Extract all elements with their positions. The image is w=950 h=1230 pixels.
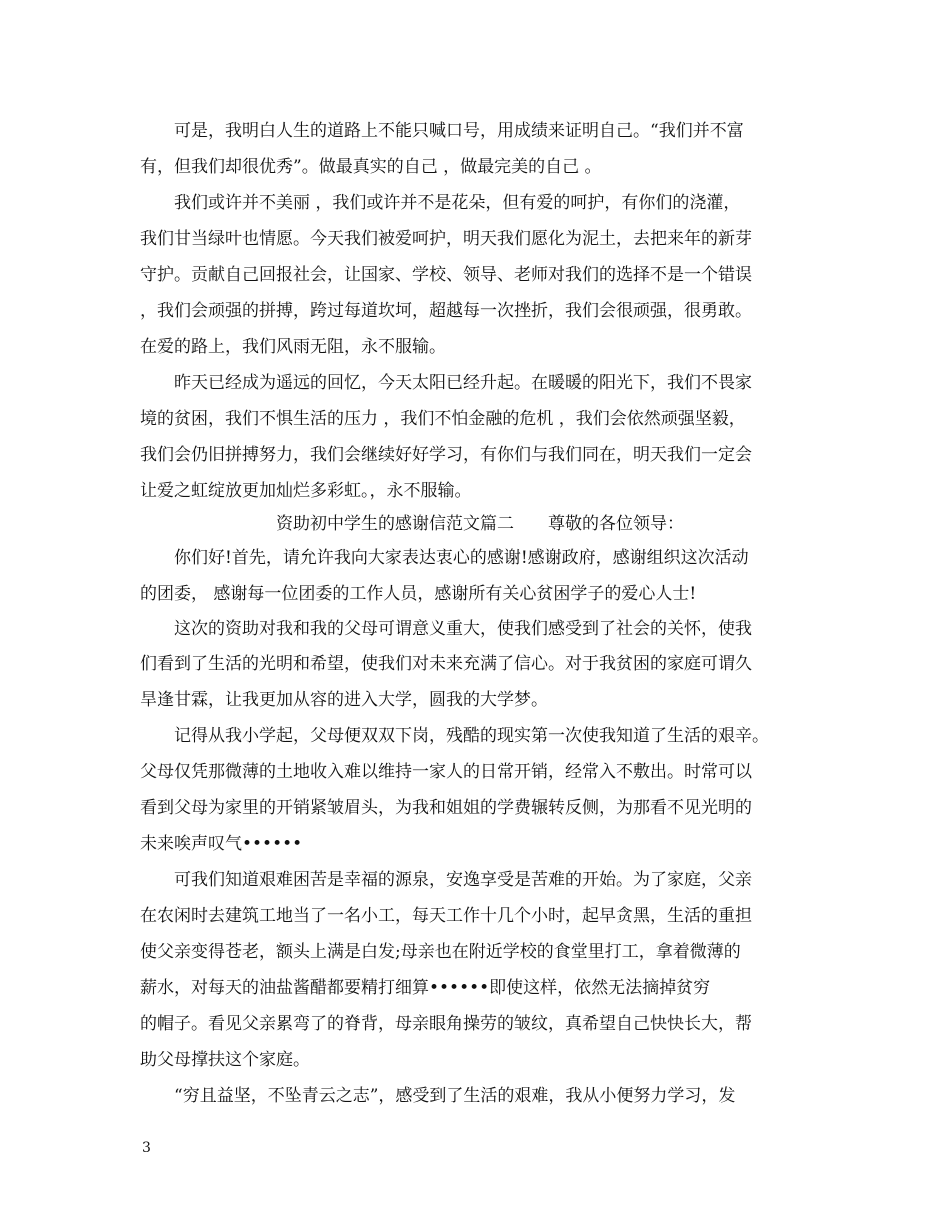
text-line: 在爱的路上，我们风雨无阻，永不服输。	[140, 337, 446, 357]
text-line: 昨天已经成为遥远的回忆，今天太阳已经升起。在暖暖的阳光下，我们不畏家	[140, 373, 752, 393]
text-line: 可是，我明白人生的道路上不能只喊口号，用成绩来证明自己。“我们并不富	[140, 121, 744, 141]
text-line: 未来唉声叹气••••••	[140, 834, 303, 854]
text-line: 记得从我小学起，父母便双双下岗，残酷的现实第一次使我知道了生活的艰辛。	[140, 726, 769, 746]
text-line: 助父母撑扶这个家庭。	[140, 1050, 310, 1070]
section-heading: 资助初中学生的感谢信范文篇二 尊敬的各位领导：	[140, 514, 684, 534]
text-line: 这次的资助对我和我的父母可谓意义重大，使我们感受到了社会的关怀，使我	[140, 619, 752, 639]
text-line: 我们或许并不美丽 ，我们或许并不是花朵，但有爱的呵护，有你们的浇灌，	[140, 193, 741, 213]
text-line: 父母仅凭那微薄的土地收入难以维持一家人的日常开销，经常入不敷出。时常可以	[140, 762, 752, 782]
text-line: 我们甘当绿叶也情愿。今天我们被爱呵护，明天我们愿化为泥土，去把来年的新芽	[140, 229, 752, 249]
text-line: 守护。贡献自己回报社会，让国家、学校、领导、老师对我们的选择不是一个错误	[140, 265, 752, 285]
text-line: 的团委， 感谢每一位团委的工作人员，感谢所有关心贫困学子的爱心人士!	[140, 584, 697, 604]
text-line: 我们会仍旧拼搏努力，我们会继续好好学习，有你们与我们同在，明天我们一定会	[140, 445, 752, 465]
page-number: 3	[142, 1140, 151, 1156]
text-line: “穷且益坚，不坠青云之志”，感受到了生活的艰难，我从小便努力学习，发	[140, 1086, 736, 1106]
text-line: 们看到了生活的光明和希望，使我们对未来充满了信心。对于我贫困的家庭可谓久	[140, 654, 752, 674]
text-line: ，我们会顽强的拼搏，跨过每道坎坷，超越每一次挫折，我们会很顽强，很勇敢。	[140, 301, 752, 321]
text-line: 看到父母为家里的开销紧皱眉头，为我和姐姐的学费辗转反侧，为那看不见光明的	[140, 798, 752, 818]
text-line: 你们好!首先，请允许我向大家表达衷心的感谢!感谢政府，感谢组织这次活动	[140, 548, 749, 568]
text-line: 可我们知道艰难困苦是幸福的源泉，安逸享受是苦难的开始。为了家庭，父亲	[140, 870, 752, 890]
text-line: 使父亲变得苍老，额头上满是白发;母亲也在附近学校的食堂里打工，拿着微薄的	[140, 942, 741, 962]
text-line: 在农闲时去建筑工地当了一名小工，每天工作十几个小时，起早贪黑，生活的重担	[140, 906, 752, 926]
text-line: 让爱之虹绽放更加灿烂多彩虹。，永不服输。	[140, 481, 472, 501]
text-line: 旱逢甘霖，让我更加从容的进入大学，圆我的大学梦。	[140, 690, 548, 710]
text-line: 的帽子。看见父亲累弯了的脊背，母亲眼角操劳的皱纹，真希望自己快快长大，帮	[140, 1014, 752, 1034]
text-line: 有，但我们却很优秀”。做最真实的自己 ，做最完美的自己 。	[140, 157, 602, 177]
text-line: 薪水，对每天的油盐酱醋都要精打细算••••••即使这样，依然无法摘掉贫穷	[140, 978, 711, 998]
text-line: 境的贫困，我们不惧生活的压力 ，我们不怕金融的危机 ，我们会依然顽强坚毅，	[140, 409, 746, 429]
